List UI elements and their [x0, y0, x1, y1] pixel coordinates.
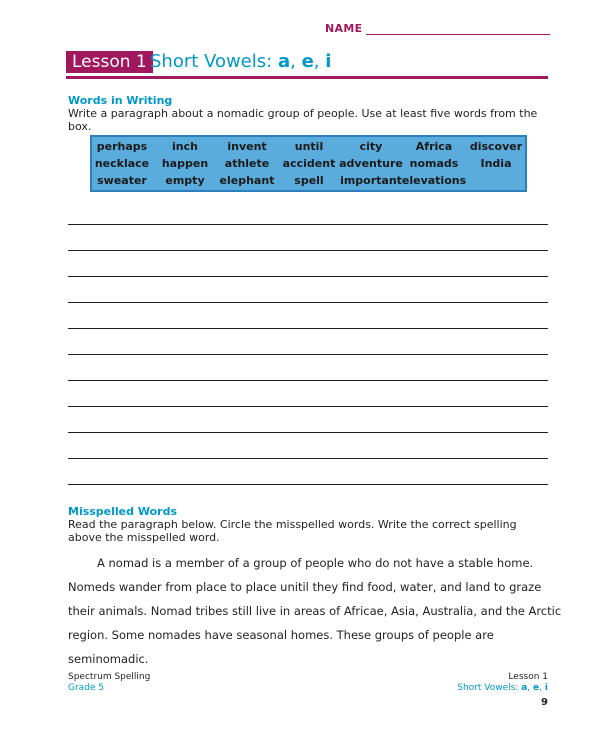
word-box-word: sweater — [97, 174, 147, 187]
header-divider — [66, 76, 548, 79]
writing-line[interactable] — [68, 458, 548, 459]
word-box-word: necklace — [94, 157, 150, 170]
misspelled-instructions: Read the paragraph below. Circle the misspelled words. Write the correct spelling above the misspelled word. — [68, 518, 517, 544]
word-box-word: elephant — [219, 174, 275, 187]
name-label: NAME — [325, 22, 363, 35]
word-box — [90, 135, 527, 192]
writing-instructions: Write a paragraph about a nomadic group of people. Use at least five words from the box. — [68, 107, 538, 133]
words-in-writing-heading: Words in Writing — [68, 94, 173, 107]
vowel-e: e — [301, 51, 314, 72]
word-box-word: adventure — [339, 157, 403, 170]
word-box-word: inch — [172, 140, 198, 153]
lesson-header — [66, 50, 548, 80]
writing-line[interactable] — [68, 354, 548, 355]
writing-line[interactable] — [68, 276, 548, 277]
writing-line[interactable] — [68, 224, 548, 225]
word-box-word: city — [359, 140, 383, 153]
word-box-word: athlete — [224, 157, 270, 170]
name-line[interactable] — [366, 34, 550, 35]
name-field-row — [325, 22, 550, 38]
word-box-word: spell — [294, 174, 324, 187]
footer-vowel-e: e — [533, 683, 540, 693]
lesson-label: Lesson 1 — [66, 51, 153, 73]
footer-vowel-a: a — [521, 683, 528, 693]
word-box-word: important — [340, 174, 402, 187]
page-number: 9 — [541, 697, 548, 708]
writing-line[interactable] — [68, 380, 548, 381]
footer-lesson: Lesson 1 — [508, 672, 548, 682]
word-box-word: nomads — [409, 157, 459, 170]
word-box-word: accident — [282, 157, 336, 170]
footer-subtitle-text: Short Vowels: — [457, 683, 519, 693]
lesson-title: Short Vowels: a, e, i — [150, 51, 332, 72]
writing-line[interactable] — [68, 328, 548, 329]
footer-grade: Grade 5 — [68, 683, 105, 693]
paragraph-line: Nomeds wander from place to place unitil they find food, water, and land to graze — [68, 580, 542, 594]
writing-line[interactable] — [68, 250, 548, 251]
footer-vowel-i: i — [544, 683, 548, 693]
paragraph-line: region. Some nomades have seasonal homes. These groups of people are — [68, 628, 494, 642]
footer-right — [457, 672, 548, 694]
word-box-word: happen — [161, 157, 209, 170]
word-box-word: India — [480, 157, 512, 170]
paragraph-line: seminomadic. — [68, 652, 149, 666]
lesson-title-text: Short Vowels: — [150, 51, 273, 72]
vowel-i: i — [325, 51, 332, 72]
writing-line[interactable] — [68, 406, 548, 407]
footer-publisher: Spectrum Spelling — [68, 672, 151, 682]
footer-subtitle: Short Vowels: a, e, i — [457, 683, 548, 693]
word-box-word: elevations — [401, 174, 467, 187]
word-box-word: Africa — [415, 140, 453, 153]
writing-line[interactable] — [68, 432, 548, 433]
word-box-word: perhaps — [96, 140, 148, 153]
word-box-word: until — [294, 140, 324, 153]
writing-line[interactable] — [68, 302, 548, 303]
word-box-word: discover — [469, 140, 523, 153]
writing-line[interactable] — [68, 484, 548, 485]
paragraph-line: their animals. Nomad tribes still live in areas of Africae, Asia, Australia, and the Arctic — [68, 604, 562, 618]
paragraph-line: A nomad is a member of a group of people who do not have a stable home. — [97, 556, 534, 570]
footer-left — [68, 672, 150, 694]
word-box-word: empty — [165, 174, 205, 187]
misspelled-words-heading: Misspelled Words — [68, 505, 177, 518]
vowel-a: a — [277, 51, 291, 72]
word-box-word: invent — [227, 140, 267, 153]
